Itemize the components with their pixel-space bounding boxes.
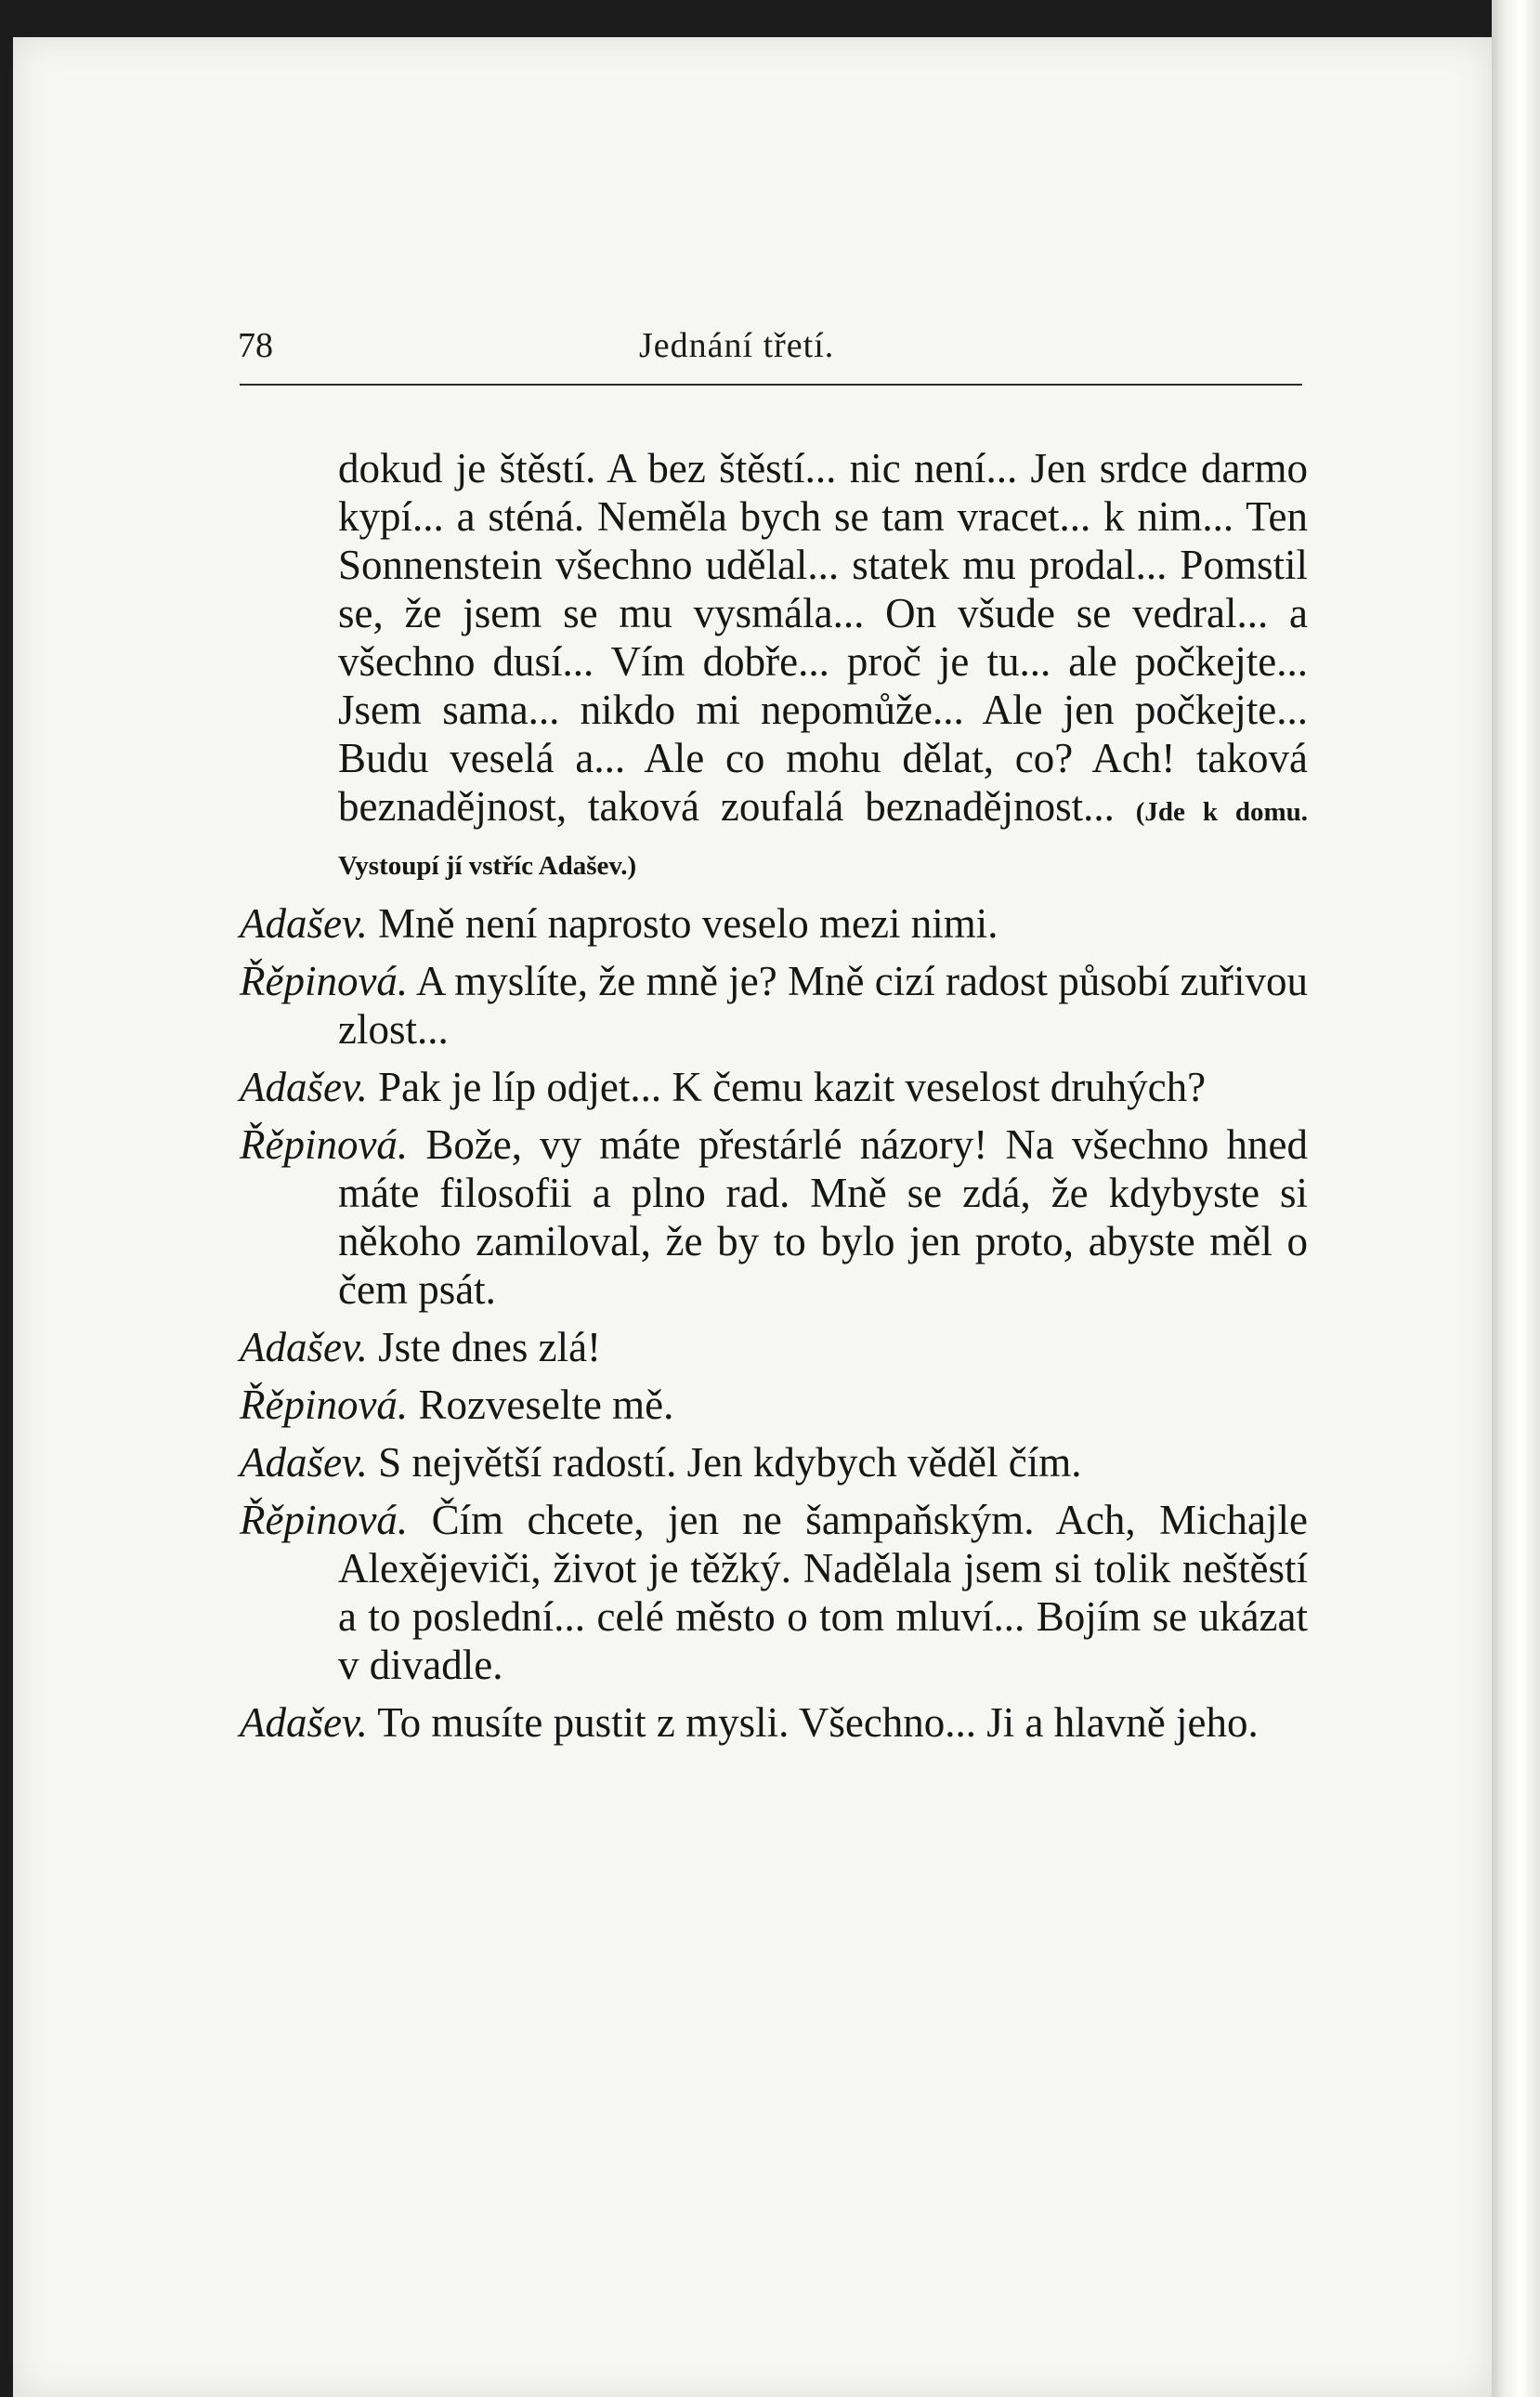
speaker-name: Adašev.	[240, 1064, 368, 1110]
speaker-name: Adašev.	[240, 1324, 368, 1370]
running-title: Jednání třetí.	[639, 326, 835, 365]
page-gutter	[1492, 0, 1540, 2397]
page-header	[238, 325, 1306, 381]
speech-text: Bože, vy máte přestárlé názory! Na všechno hned máte filosofii a plno rad. Mně se zdá, že kdybyste si někoho zamiloval, že by to bylo jen proto, abyste měl o čem psát.	[338, 1121, 1309, 1313]
speech-text: To musíte pustit z mysli. Všechno... Ji a hlavně jeho.	[377, 1699, 1259, 1746]
continuation-paragraph	[338, 444, 1308, 890]
speech-text: Jste dnes zlá!	[378, 1324, 602, 1370]
speaker-name: Řěpinová.	[240, 1497, 409, 1543]
speaker-name: Adašev.	[240, 1439, 368, 1486]
speech-text: Pak je líp odjet... K čemu kazit veselost druhých?	[378, 1064, 1207, 1110]
page-number: 78	[238, 326, 273, 365]
speaker-name: Adašev.	[240, 900, 368, 947]
speaker-name: Řěpinová.	[240, 958, 409, 1004]
speaker-name: Adašev.	[240, 1699, 368, 1746]
dialogue-line	[240, 1698, 1308, 1747]
dialogue-line	[240, 957, 1308, 1054]
speech-text: Mně není naprosto veselo mezi nimi.	[378, 900, 998, 947]
header-rule	[240, 384, 1302, 386]
speech-text: A myslíte, že mně je? Mně cizí radost působí zuřivou zlost...	[338, 958, 1308, 1053]
dialogue-line	[240, 899, 1308, 948]
dialogue-line	[240, 1063, 1308, 1111]
dialogue-line	[240, 1381, 1308, 1429]
speaker-name: Řěpinová.	[240, 1382, 409, 1428]
speech-text: Rozveselte mě.	[418, 1382, 674, 1428]
dialogue-line	[240, 1120, 1308, 1314]
dialogue-line	[240, 1438, 1308, 1487]
stage-direction: (Jde k domu. Vystoupí jí vstříc Adašev.)	[338, 797, 1309, 881]
body-text	[240, 444, 1308, 1747]
dialogue-line	[240, 1496, 1308, 1689]
speech-text: Čím chcete, jen ne šampaňským. Ach, Michajle Alexějeviči, život je těžký. Nadělala jsem si tolik neštěstí a to poslední... celé město o tom mluví... Bojím se ukázat v divadle.	[338, 1497, 1309, 1688]
speech-text: S největší radostí. Jen kdybych věděl čím.	[378, 1439, 1082, 1486]
speaker-name: Řěpinová.	[240, 1121, 409, 1168]
continuation-text: dokud je štěstí. A bez štěstí... nic není... Jen srdce darmo kypí... a sténá. Neměla bych se tam vracet... k nim... Ten Sonnenstein všechno udělal... statek mu prodal... Pomstil se, že jsem se mu vysmála... On všude se vedral... a všechno dusí... Vím dobře... proč je tu... ale počkejte... Jsem sama... nikdo mi nepomůže... Ale jen počkejte... Budu veselá a... Ale co mohu dělat, co? Ach! taková beznadějnost, taková zoufalá beznadějnost...	[338, 445, 1308, 830]
dialogue-line	[240, 1323, 1308, 1371]
